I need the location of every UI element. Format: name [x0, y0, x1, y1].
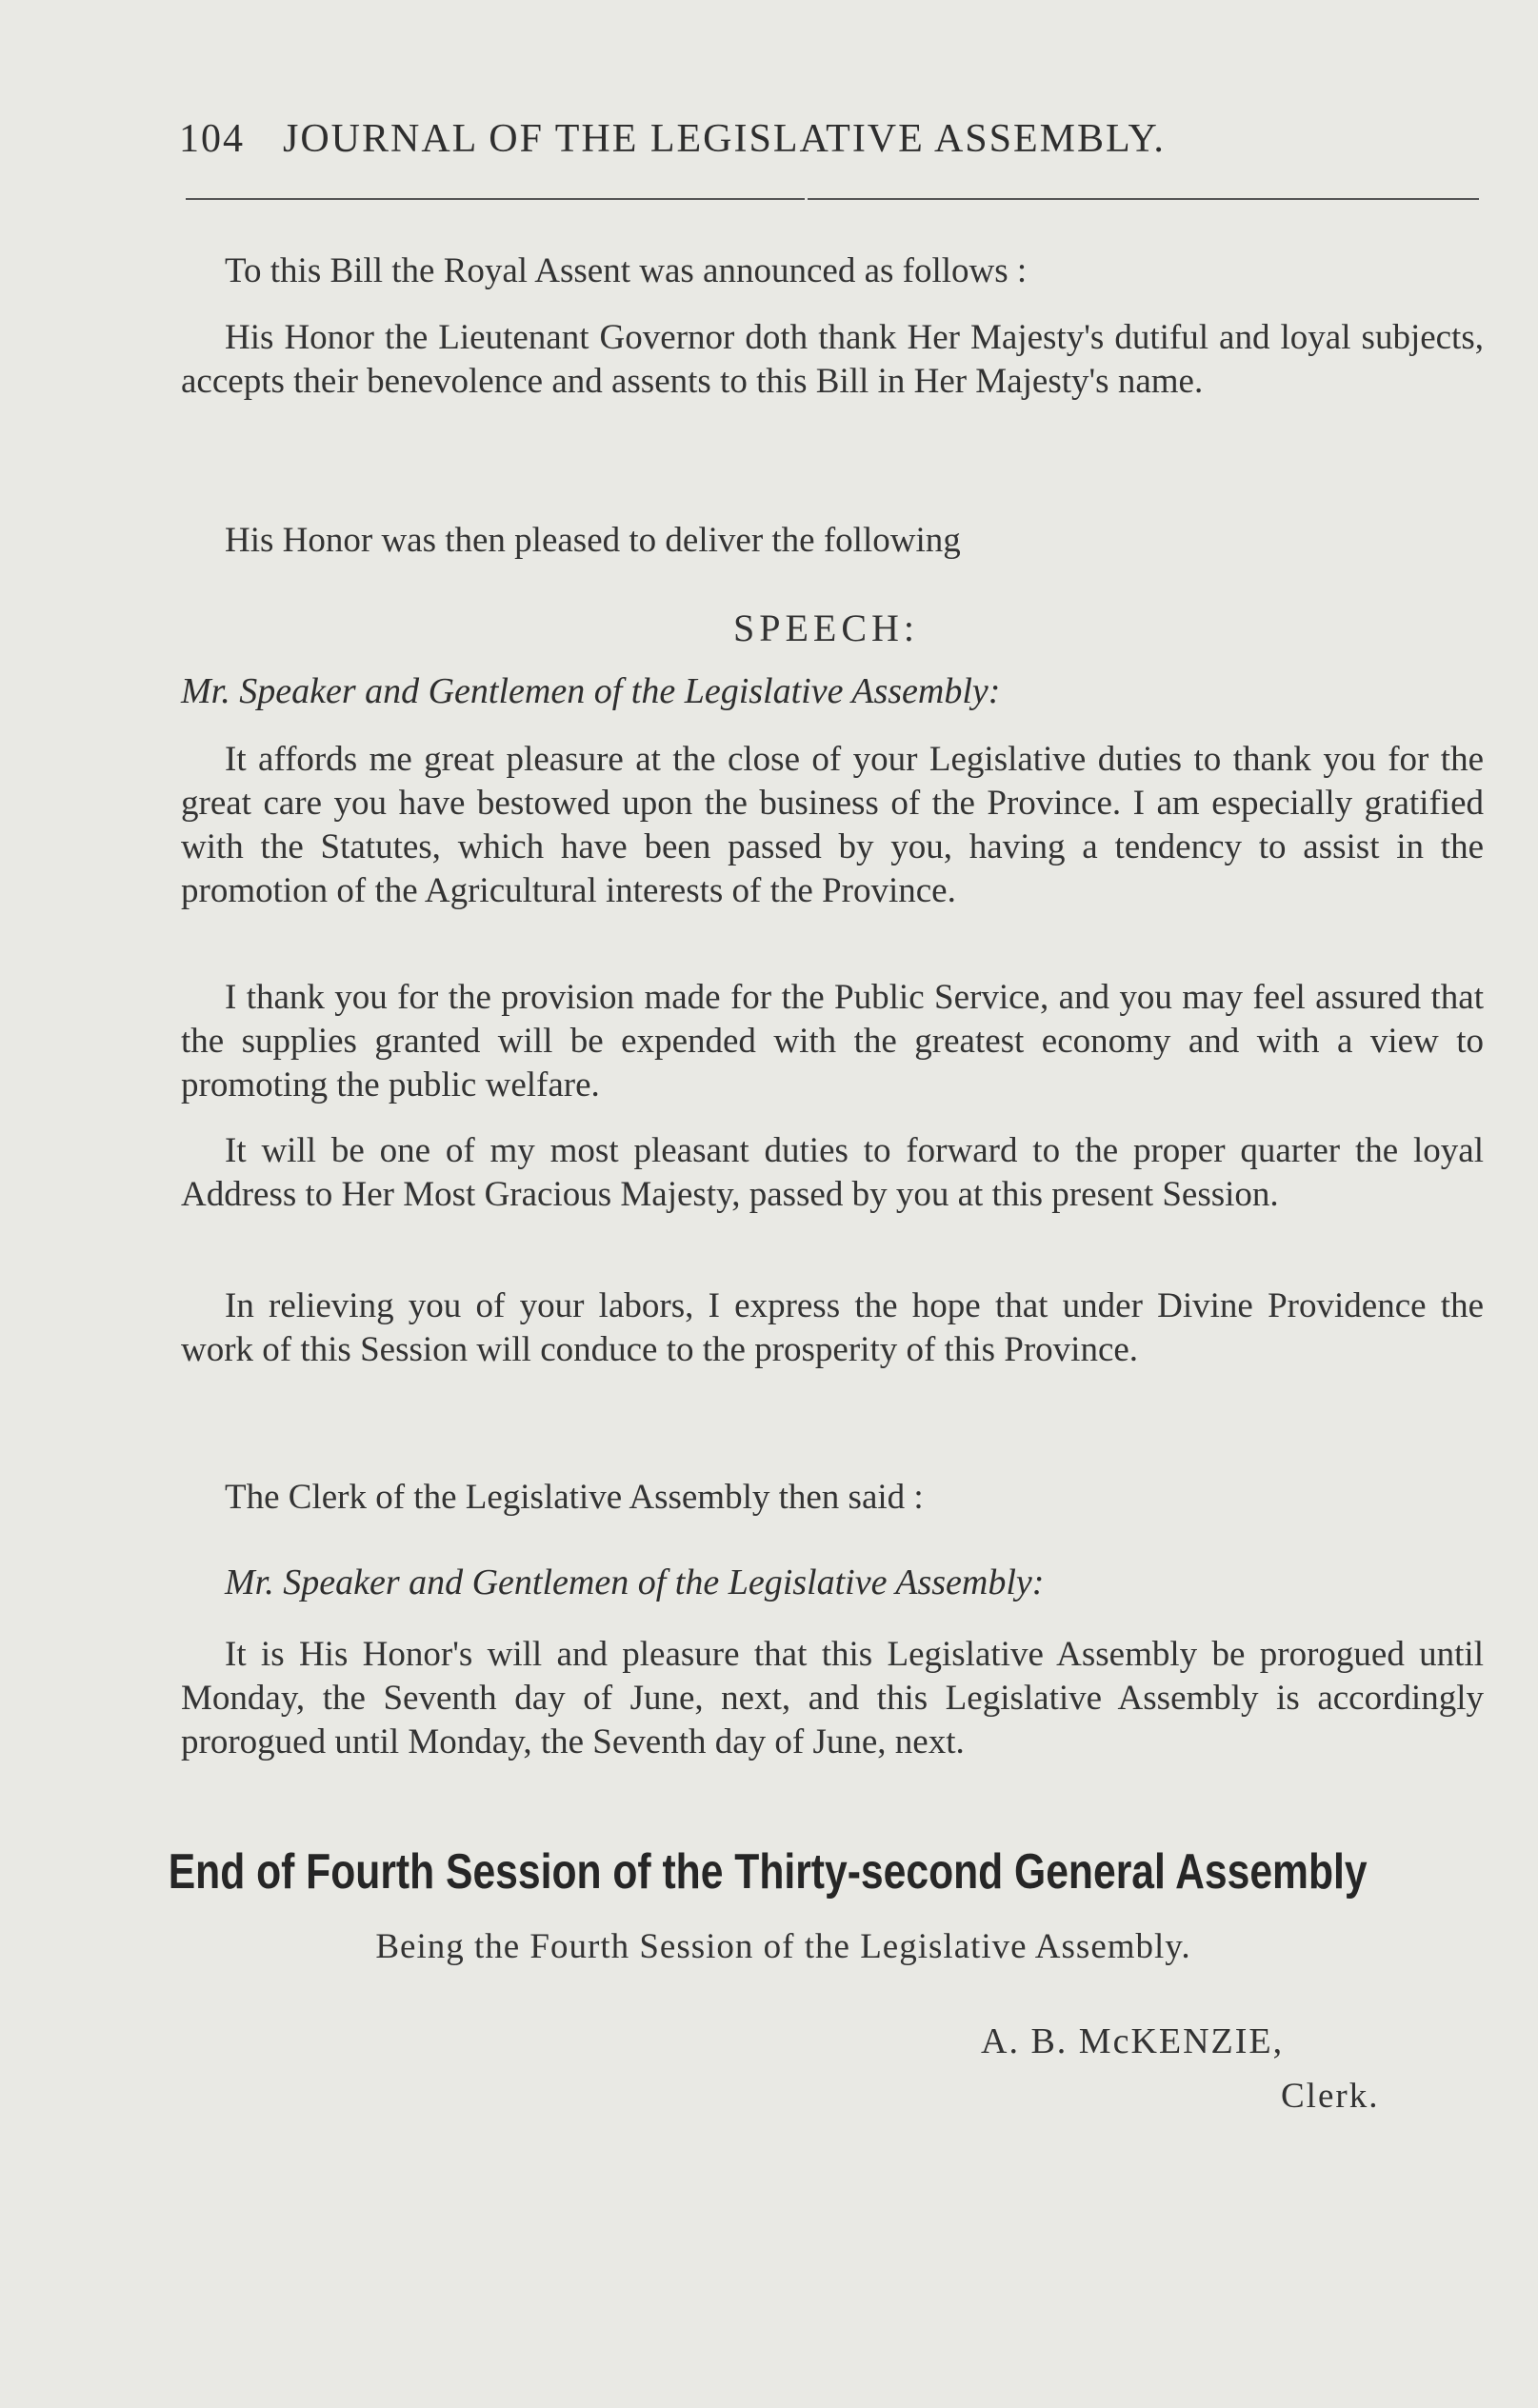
- header-rule-left: [186, 198, 805, 200]
- page-header: [179, 116, 1322, 162]
- speech-heading: SPEECH:: [732, 607, 920, 649]
- speech-paragraph: I thank you for the provision made for the Public Service, and you may feel assured that the supplies granted will be expended with the greatest economy and with a view to promoting the public welfare.: [181, 978, 1484, 1104]
- signatory-title: Clerk.: [1281, 2077, 1380, 2116]
- salutation-speaker: Mr. Speaker and Gentlemen of the Legislative Assembly:: [181, 671, 1001, 711]
- end-of-session-title: End of Fourth Session of the Thirty-second General Assembly: [168, 1844, 1368, 1900]
- speech-intro: His Honor was then pleased to deliver the following: [225, 521, 961, 560]
- prorogation-text: It is His Honor's will and pleasure that this Legislative Assembly be prorogued until Monday, the Seventh day of June, next, and this Legislative Assembly is accordingly prorogued until Monday, the Seventh day of June, next.: [181, 1635, 1484, 1761]
- salutation-speaker-clerk: Mr. Speaker and Gentlemen of the Legislative Assembly:: [225, 1562, 1045, 1602]
- running-title: JOURNAL OF THE LEGISLATIVE ASSEMBLY.: [283, 117, 1166, 161]
- page-number: 104: [179, 117, 245, 161]
- speech-paragraph: In relieving you of your labors, I express the hope that under Divine Providence the work of this Session will conduce to the prosperity of this Province.: [181, 1286, 1484, 1369]
- speech-paragraph: It will be one of my most pleasant duties to forward to the proper quarter the loyal Address to Her Most Gracious Majesty, passed by you at this present Session.: [181, 1131, 1484, 1214]
- assent-intro: To this Bill the Royal Assent was announced as follows :: [225, 251, 1028, 290]
- speech-paragraph: It affords me great pleasure at the close of your Legislative duties to thank you for the great care you have bestowed upon the business of the Province. I am especially gratified with the Statutes, which have been passed by you, having a tendency to assist in the promotion of the Agricultural interests of the Province.: [181, 740, 1484, 910]
- header-rule-right: [808, 198, 1479, 200]
- signatory-name: A. B. McKENZIE,: [981, 2021, 1285, 2061]
- end-of-session-subtitle: Being the Fourth Session of the Legislative Assembly.: [375, 1927, 1191, 1966]
- clerk-intro: The Clerk of the Legislative Assembly then said :: [225, 1478, 924, 1517]
- assent-text: His Honor the Lieutenant Governor doth thank Her Majesty's dutiful and loyal subjects, accepts their benevolence and assents to this Bill in Her Majesty's name.: [181, 318, 1484, 401]
